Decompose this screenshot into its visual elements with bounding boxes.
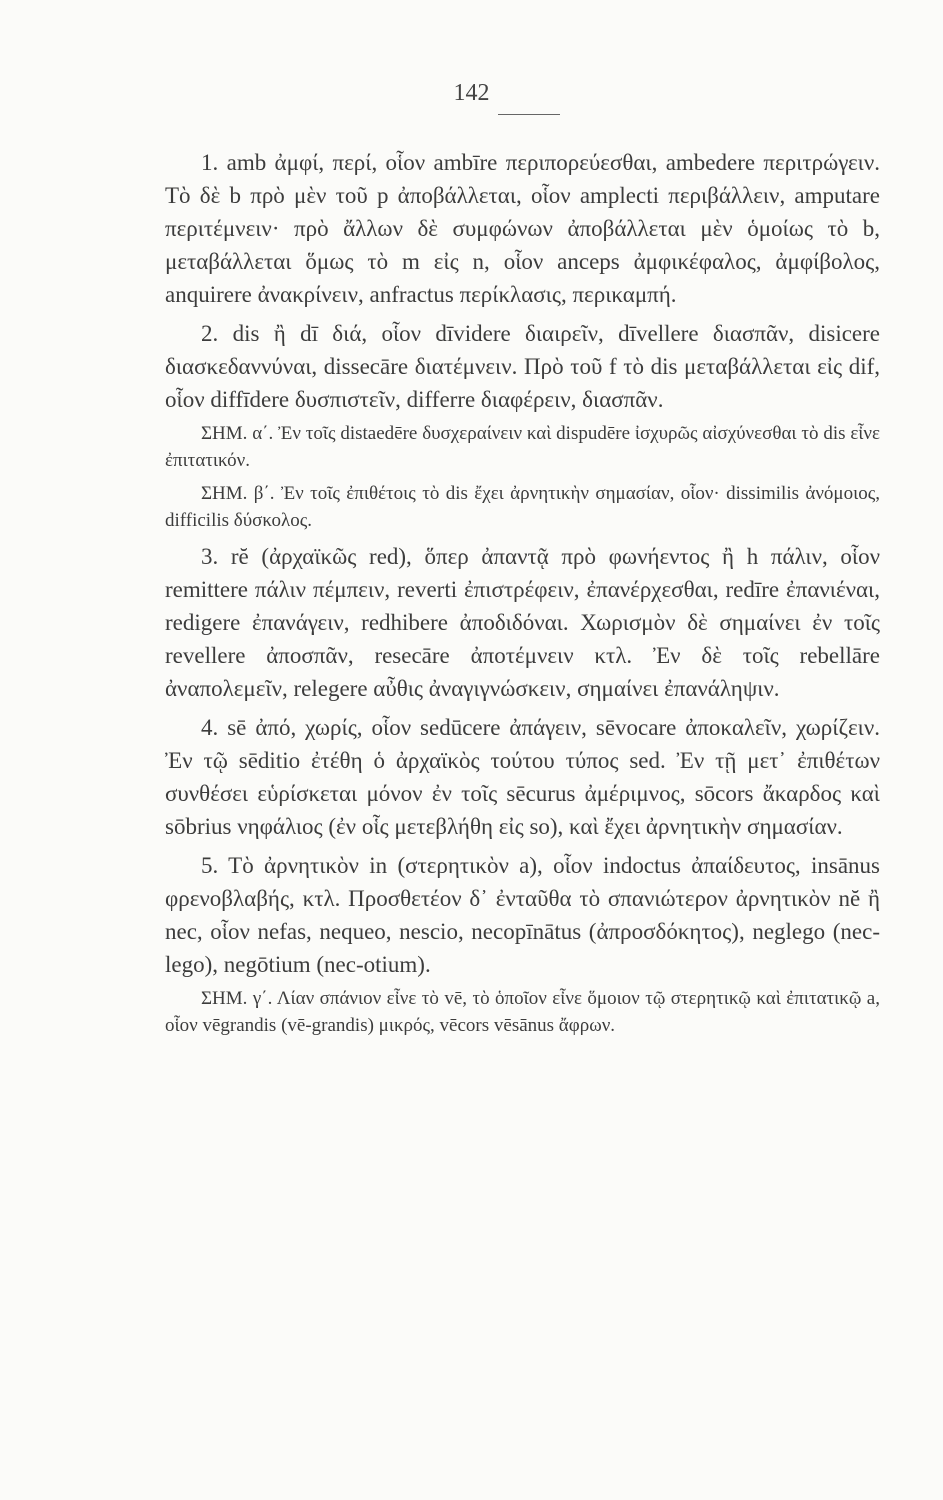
page-number-rule [498, 114, 560, 115]
note-gamma: ΣΗΜ. γ΄. Λίαν σπάνιον εἶνε τὸ vē, τὸ ὁποῖον εἶνε ὅμοιον τῷ στερητικῷ καὶ ἐπιτατικῷ a, οἷον vēgrandis (vē-grandis) μικρός, vēcors vēsānus ἄφρων. [165, 988, 880, 1036]
page-number: 142 [453, 80, 490, 106]
note-beta: ΣΗΜ. β΄. Ἐν τοῖς ἐπιθέτοις τὸ dis ἔχει ἀρνητικὴν σημασίαν, οἷον· dissimilis ἀνόμοιος, difficilis δύσκολος. [165, 483, 880, 531]
paragraph-dis: 2. dis ἢ dī διά, οἷον dīvidere διαιρεῖν, dīvellere διασπᾶν, disicere διασκεδαννύναι, dissecāre διατέμνειν. Πρὸ τοῦ f τὸ dis μεταβάλλεται εἰς dif, οἷον diffīdere δυσπιστεῖν, differre διαφέρειν, διασπᾶν. [165, 321, 880, 412]
paragraph-amb: 1. amb ἀμφί, περί, οἷον ambīre περιπορεύεσθαι, ambedere περιτρώγειν. Τὸ δὲ b πρὸ μὲν τοῦ p ἀποβάλλεται, οἷον amplecti περιβάλλειν, amputare περιτέμνειν· πρὸ ἄλλων δὲ συμφώνων ἀποβάλλεται μὲν ὁμοίως τὸ b, μεταβάλλεται ὅμως τὸ m εἰς n, οἷον anceps ἀμφικέφαλος, ἀμφίβολος, anquirere ἀνακρίνειν, anfractus περίκλασις, περικαμπή. [165, 150, 880, 307]
paragraph-se: 4. sē ἀπό, χωρίς, οἷον sedūcere ἀπάγειν, sēvocare ἀποκαλεῖν, χωρίζειν. Ἐν τῷ sēditio ἐτέθη ὁ ἀρχαϊκὸς τούτου τύπος sed. Ἐν τῇ μετ᾽ ἐπιθέτων συνθέσει εὑρίσκεται μόνον ἐν τοῖς sēcurus ἀμέριμνος, sōcors ἄκαρδος καὶ sōbrius νηφάλιος (ἐν οἷς μετεβλήθη εἰς so), καὶ ἔχει ἀρνητικὴν σημασίαν. [165, 715, 880, 839]
paragraph-in: 5. Τὸ ἀρνητικὸν in (στερητικὸν a), οἷον indoctus ἀπαίδευτος, insānus φρενοβλαβής, κτλ. Προσθετέον δ᾽ ἐνταῦθα τὸ σπανιώτερον ἀρνητικὸν nĕ ἢ nec, οἷον nefas, nequeo, nescio, necopīnātus (ἀπροσδόκητος), neglego (nec-lego), negōtium (nec-otium). [165, 853, 880, 977]
page-text [165, 146, 880, 1045]
paragraph-re: 3. rĕ (ἀρχαϊκῶς red), ὅπερ ἀπαντᾷ πρὸ φωνήεντος ἢ h πάλιν, οἷον remittere πάλιν πέμπειν, reverti ἐπιστρέφειν, ἐπανέρχεσθαι, redīre ἐπανιέναι, redigere ἐπανάγειν, redhibere ἀποδιδόναι. Χωρισμὸν δὲ σημαίνει ἐν τοῖς revellere ἀποσπᾶν, resecāre ἀποτέμνειν κτλ. Ἐν δὲ τοῖς rebellāre ἀναπολεμεῖν, relegere αὖθις ἀναγιγνώσκειν, σημαίνει ἐπανάληψιν. [165, 544, 880, 701]
note-alpha: ΣΗΜ. α΄. Ἐν τοῖς distaedēre δυσχεραίνειν καὶ dispudēre ἰσχυρῶς αἰσχύνεσθαι τὸ dis εἶνε ἐπιτατικόν. [165, 423, 880, 471]
